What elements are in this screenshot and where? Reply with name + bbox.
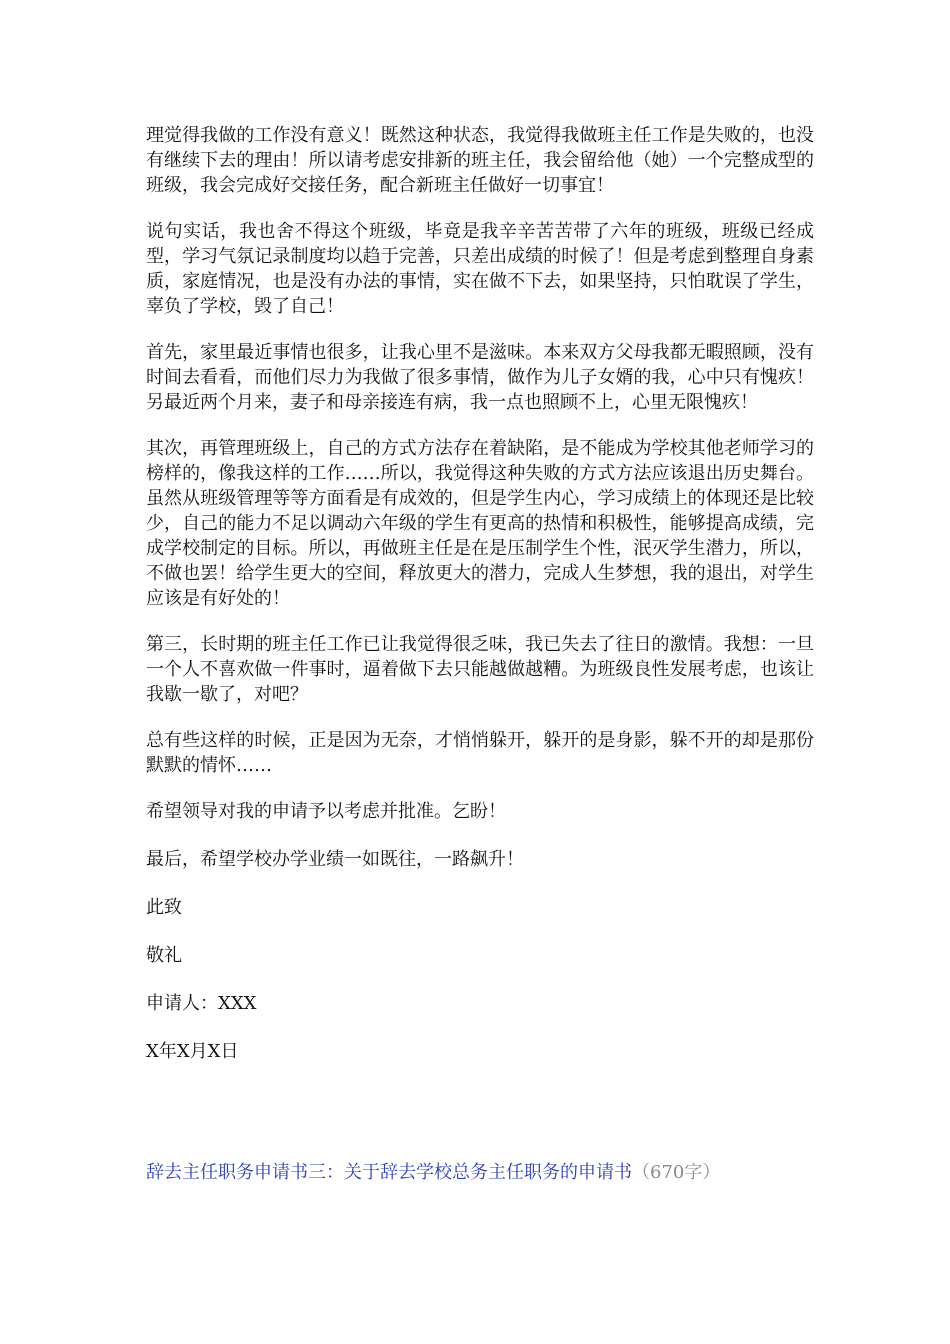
paragraph-8: 最后，希望学校办学业绩一如既往，一路飙升！ [146, 849, 524, 870]
paragraph-2: 说句实话，我也舍不得这个班级，毕竟是我辛辛苦苦带了六年的班级，班级已经成型，学习气氛记录制度均以趋于完善，只差出成绩的时候了！但是考虑到整理自身素质，家庭情况，也是没有办法的事情，实在做不下去，如果坚持，只怕耽误了学生，辜负了学校，毁了自己！ [146, 221, 814, 317]
paragraph-1: 理觉得我做的工作没有意义！既然这种状态，我觉得我做班主任工作是失败的，也没有继续下去的理由！所以请考虑安排新的班主任，我会留给他（她）一个完整成型的班级，我会完成好交接任务，配合新班主任做好一切事宜！ [146, 125, 814, 196]
paragraph-7: 希望领导对我的申请予以考虑并批准。乞盼！ [146, 801, 506, 822]
document-body [146, 123, 814, 1087]
next-section-link[interactable] [146, 1160, 826, 1186]
applicant-line: 申请人：XXX [146, 993, 257, 1014]
paragraph-6: 总有些这样的时候，正是因为无奈，才悄悄躲开，躲开的是身影，躲不开的却是那份默默的情怀…… [146, 730, 814, 776]
next-section-title[interactable]: 辞去主任职务申请书三：关于辞去学校总务主任职务的申请书 [146, 1162, 632, 1183]
next-section-word-count: （670字） [632, 1162, 721, 1183]
date-line: X年X月X日 [146, 1041, 239, 1062]
closing-respect: 敬礼 [146, 945, 182, 966]
paragraph-4: 其次，再管理班级上，自己的方式方法存在着缺陷，是不能成为学校其他老师学习的榜样的，像我这样的工作……所以，我觉得这种失败的方式方法应该退出历史舞台。虽然从班级管理等等方面看是有成效的，但是学生内心，学习成绩上的体现还是比较少，自己的能力不足以调动六年级的学生有更高的热情和积极性，能够提高成绩，完成学校制定的目标。所以，再做班主任是在是压制学生个性，泯灭学生潜力，所以，不做也罢！给学生更大的空间，释放更大的潜力，完成人生梦想，我的退出，对学生应该是有好处的！ [146, 438, 814, 609]
paragraph-5: 第三，长时期的班主任工作已让我觉得很乏味，我已失去了往日的激情。我想：一旦一个人不喜欢做一件事时，逼着做下去只能越做越糟。为班级良性发展考虑，也该让我歇一歇了，对吧？ [146, 634, 814, 705]
closing-salutation: 此致 [146, 897, 182, 918]
paragraph-3: 首先，家里最近事情也很多，让我心里不是滋味。本来双方父母我都无暇照顾，没有时间去看看，而他们尽力为我做了很多事情，做作为儿子女婿的我，心中只有愧疚！另最近两个月来，妻子和母亲接连有病，我一点也照顾不上，心里无限愧疚！ [146, 342, 814, 413]
